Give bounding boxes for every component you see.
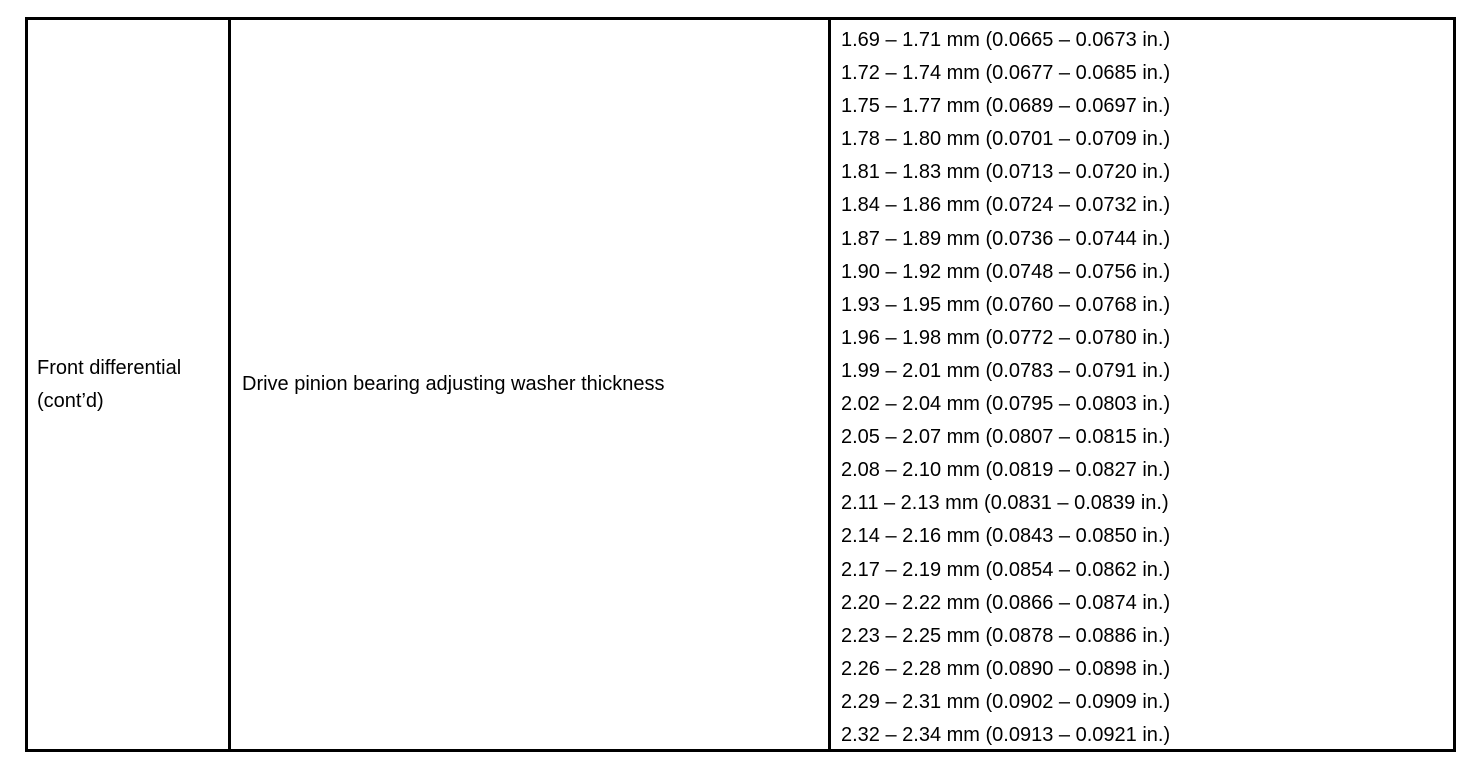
system-label-line-1: Front differential: [37, 356, 182, 379]
value-row: 2.26 – 2.28 mm (0.0890 – 0.0898 in.): [841, 657, 1171, 680]
values-cell: [831, 20, 1453, 749]
value-row: 2.08 – 2.10 mm (0.0819 – 0.0827 in.): [841, 459, 1171, 482]
value-row: 2.14 – 2.16 mm (0.0843 – 0.0850 in.): [841, 525, 1171, 548]
item-cell: [231, 20, 831, 749]
value-row: 2.17 – 2.19 mm (0.0854 – 0.0862 in.): [841, 558, 1171, 581]
value-row: 1.78 – 1.80 mm (0.0701 – 0.0709 in.): [841, 128, 1171, 151]
system-label-line-2: (cont’d): [37, 389, 104, 412]
spec-table: [25, 17, 1456, 752]
value-row: 2.23 – 2.25 mm (0.0878 – 0.0886 in.): [841, 624, 1171, 647]
value-row: 1.90 – 1.92 mm (0.0748 – 0.0756 in.): [841, 260, 1171, 283]
item-label: Drive pinion bearing adjusting washer thickness: [242, 373, 665, 395]
value-row: 1.96 – 1.98 mm (0.0772 – 0.0780 in.): [841, 326, 1171, 349]
value-row: 1.84 – 1.86 mm (0.0724 – 0.0732 in.): [841, 194, 1171, 217]
value-row: 2.02 – 2.04 mm (0.0795 – 0.0803 in.): [841, 393, 1171, 416]
value-row: 1.93 – 1.95 mm (0.0760 – 0.0768 in.): [841, 293, 1171, 316]
value-row: 2.11 – 2.13 mm (0.0831 – 0.0839 in.): [841, 492, 1169, 515]
value-row: 2.05 – 2.07 mm (0.0807 – 0.0815 in.): [841, 426, 1171, 449]
value-row: 1.99 – 2.01 mm (0.0783 – 0.0791 in.): [841, 359, 1171, 382]
value-row: 2.32 – 2.34 mm (0.0913 – 0.0921 in.): [841, 723, 1171, 746]
value-row: 1.81 – 1.83 mm (0.0713 – 0.0720 in.): [841, 161, 1171, 184]
system-cell: [28, 20, 231, 749]
value-row: 1.87 – 1.89 mm (0.0736 – 0.0744 in.): [841, 227, 1171, 250]
value-row: 2.29 – 2.31 mm (0.0902 – 0.0909 in.): [841, 690, 1171, 713]
value-row: 1.69 – 1.71 mm (0.0665 – 0.0673 in.): [841, 29, 1171, 51]
value-row: 2.20 – 2.22 mm (0.0866 – 0.0874 in.): [841, 591, 1171, 614]
value-row: 1.72 – 1.74 mm (0.0677 – 0.0685 in.): [841, 62, 1171, 85]
value-row: 1.75 – 1.77 mm (0.0689 – 0.0697 in.): [841, 95, 1171, 118]
